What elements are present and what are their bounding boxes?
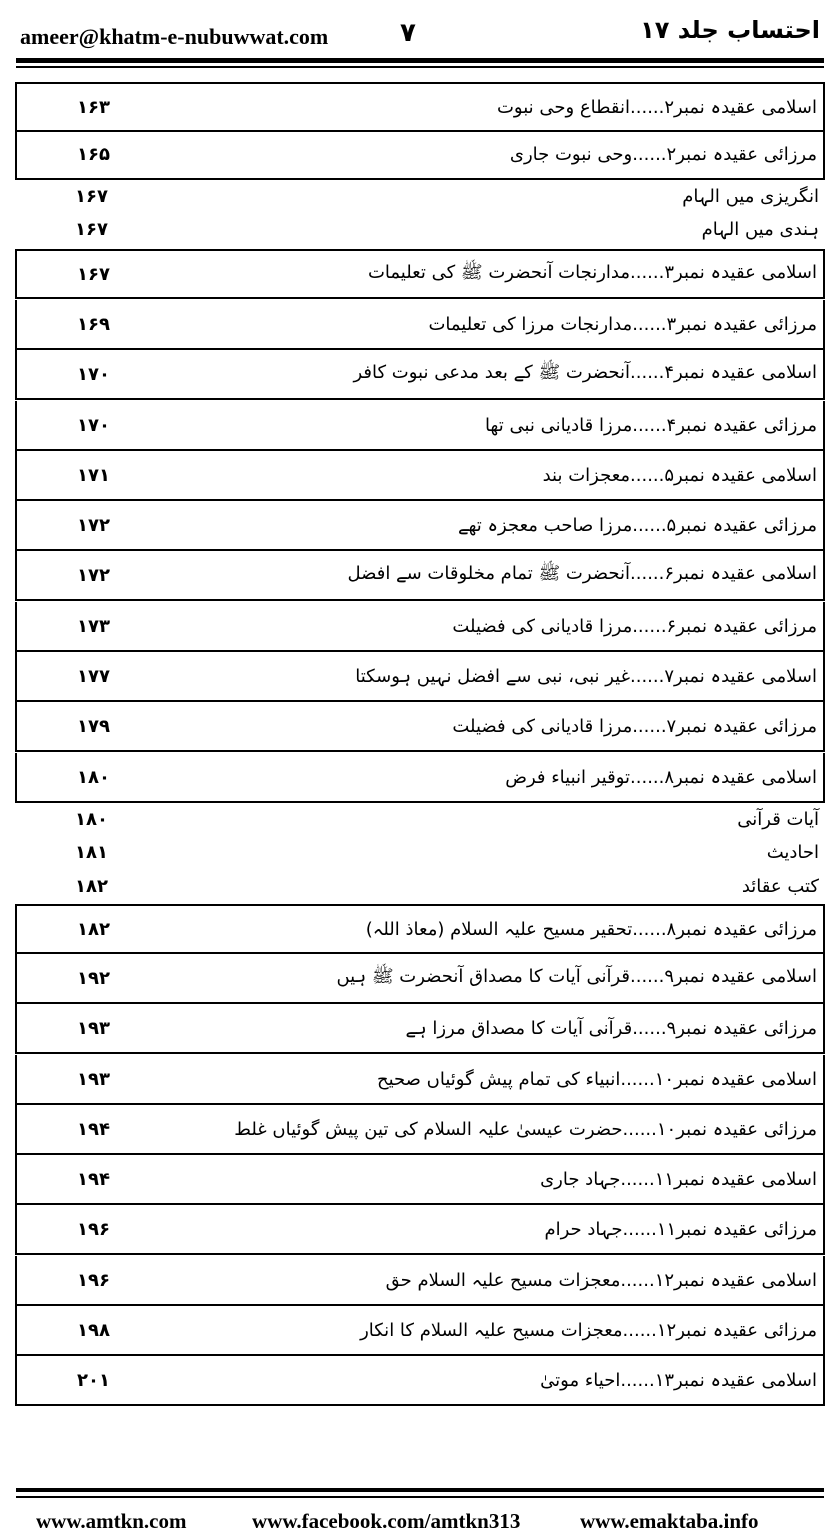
toc-entry-title: اسلامی عقیدہ نمبر۸......توقیر انبیاء فرض [505, 766, 817, 788]
toc-entry[interactable] [15, 1205, 825, 1255]
toc-entry-page: ۱۹۶ [77, 1269, 110, 1291]
page-footer [0, 1495, 840, 1540]
footer-link-emaktaba[interactable]: www.emaktaba.info [580, 1509, 759, 1533]
book-title: احتساب جلد ۱۷ [640, 16, 820, 44]
toc-entry-title: اسلامی عقیدہ نمبر۷......غیر نبی، نبی سے افضل نہیں ہوسکتا [355, 665, 817, 687]
toc-entry-page: ۱۶۹ [77, 313, 110, 335]
toc-entry-page: ۱۹۴ [77, 1118, 110, 1140]
toc-entry-title: اسلامی عقیدہ نمبر۵......معجزات بند [542, 464, 817, 486]
toc-entry[interactable] [15, 803, 825, 836]
toc-entry-page: ۱۹۳ [77, 1068, 110, 1090]
toc-entry-title: اسلامی عقیدہ نمبر۴......آنحضرت ﷺ کے بعد مدعی نبوت کافر [353, 362, 817, 383]
toc-entry[interactable] [15, 1055, 825, 1105]
toc-entry-page: ۱۶۳ [77, 96, 110, 118]
toc-entry[interactable] [15, 652, 825, 702]
toc-entry[interactable] [15, 401, 825, 451]
footer-rule-thick [16, 1488, 824, 1492]
toc-entry-page: ۱۹۸ [77, 1319, 110, 1341]
toc-entry-page: ۱۶۷ [75, 186, 108, 207]
toc-entry-title: مرزائی عقیدہ نمبر۳......مدارنجات مرزا کی تعلیمات [428, 313, 817, 335]
toc-entry-title: آیات قرآنی [737, 809, 819, 830]
toc-entry-page: ۱۸۲ [75, 876, 108, 897]
toc-entry-page: ۱۶۷ [77, 263, 110, 285]
toc-entry[interactable] [15, 249, 825, 299]
toc-entry-title: ہندی میں الہام [701, 219, 819, 240]
toc-entry-page: ۱۷۲ [77, 514, 110, 536]
toc-entry-page: ۱۷۳ [77, 615, 110, 637]
toc-entry-title: اسلامی عقیدہ نمبر۳......مدارنجات آنحضرت ﷺ کی تعلیمات [367, 262, 817, 283]
toc-entry-title: اسلامی عقیدہ نمبر۶......آنحضرت ﷺ تمام مخلوقات سے افضل [347, 563, 817, 584]
toc-entry[interactable] [15, 1306, 825, 1356]
toc-entry[interactable] [15, 836, 825, 869]
toc-entry-title: مرزائی عقیدہ نمبر۱۲......معجزات مسیح علیہ السلام کا انکار [360, 1319, 817, 1341]
toc-entry-title: کتب عقائد [741, 876, 819, 897]
toc-entry-title: اسلامی عقیدہ نمبر۱۱......جہاد جاری [540, 1168, 817, 1190]
toc-entry-title: مرزائی عقیدہ نمبر۵......مرزا صاحب معجزہ تھے [457, 514, 817, 536]
toc-entry-title: اسلامی عقیدہ نمبر۱۰......انبیاء کی تمام پیش گوئیاں صحیح [376, 1068, 817, 1090]
toc-entry-title: اسلامی عقیدہ نمبر۲......انقطاع وحی نبوت [496, 96, 817, 118]
toc-entry[interactable] [15, 1256, 825, 1306]
toc-entry-page: ۱۹۶ [77, 1218, 110, 1240]
toc-entry-title: انگریزی میں الہام [682, 186, 819, 207]
toc-entry[interactable] [15, 300, 825, 350]
toc-entry[interactable] [15, 180, 825, 213]
toc-entry[interactable] [15, 702, 825, 752]
toc-entry-title: مرزائی عقیدہ نمبر۸......تحقیر مسیح علیہ السلام (معاذ اللہ) [365, 918, 817, 940]
toc-entry-page: ۱۹۲ [77, 967, 110, 989]
toc-entry[interactable] [15, 753, 825, 803]
toc-entry-title: مرزائی عقیدہ نمبر۷......مرزا قادیانی کی فضیلت [452, 715, 817, 737]
toc-entry[interactable] [15, 82, 825, 132]
footer-link-amtkn[interactable]: www.amtkn.com [36, 1509, 187, 1533]
toc-entry[interactable] [15, 451, 825, 501]
toc-entry-page: ۱۶۷ [75, 219, 108, 240]
page-number: ۷ [400, 18, 416, 48]
toc-entry-title: مرزائی عقیدہ نمبر۹......قرآنی آیات کا مصداق مرزا ہے [405, 1017, 817, 1039]
toc-entry[interactable] [15, 602, 825, 652]
toc-entry-title: مرزائی عقیدہ نمبر۶......مرزا قادیانی کی فضیلت [452, 615, 817, 637]
toc-entry-title: مرزائی عقیدہ نمبر۱۰......حضرت عیسیٰ علیہ السلام کی تین پیش گوئیاں غلط [234, 1118, 817, 1140]
toc-entry[interactable] [15, 1105, 825, 1155]
toc-entry-title: اسلامی عقیدہ نمبر۱۲......معجزات مسیح علیہ السلام حق [385, 1269, 817, 1291]
toc-entry[interactable] [15, 213, 825, 246]
toc-entry[interactable] [15, 904, 825, 954]
toc-entry-page: ۱۷۰ [77, 363, 110, 385]
header-email[interactable]: ameer@khatm-e-nubuwwat.com [20, 24, 329, 49]
toc-entry[interactable] [15, 954, 825, 1004]
toc-entry-title: اسلامی عقیدہ نمبر۹......قرآنی آیات کا مصداق آنحضرت ﷺ ہیں [336, 966, 817, 987]
toc-entry-page: ۲۰۱ [77, 1369, 110, 1391]
toc-entry-page: ۱۹۳ [77, 1017, 110, 1039]
header-rule-thin [16, 66, 824, 68]
toc-entry-page: ۱۸۱ [75, 842, 108, 863]
toc-entry-page: ۱۸۰ [75, 809, 108, 830]
toc-entry[interactable] [15, 130, 825, 180]
toc-entry-page: ۱۷۷ [77, 665, 110, 687]
toc-entry[interactable] [15, 1155, 825, 1205]
toc-entry-title: احادیث [766, 842, 819, 863]
header-rule-thick [16, 58, 824, 63]
toc-entry-page: ۱۷۱ [77, 464, 110, 486]
toc-entry[interactable] [15, 1356, 825, 1406]
toc-entry-page: ۱۹۴ [77, 1168, 110, 1190]
toc-entry-title: مرزائی عقیدہ نمبر۱۱......جہاد حرام [544, 1218, 817, 1240]
toc-entry[interactable] [15, 870, 825, 903]
toc-entry-page: ۱۶۵ [77, 143, 110, 165]
toc-entry[interactable] [15, 1004, 825, 1054]
toc-entry-page: ۱۸۰ [77, 766, 110, 788]
toc-entry[interactable] [15, 350, 825, 400]
toc-entry-page: ۱۷۰ [77, 414, 110, 436]
toc-entry[interactable] [15, 501, 825, 551]
toc-entry-title: اسلامی عقیدہ نمبر۱۳......احیاء موتیٰ [540, 1369, 817, 1391]
toc-entry-title: مرزائی عقیدہ نمبر۲......وحی نبوت جاری [509, 143, 817, 165]
toc-entry-page: ۱۸۲ [77, 918, 110, 940]
toc-entry-title: مرزائی عقیدہ نمبر۴......مرزا قادیانی نبی تھا [484, 414, 817, 436]
toc-entry-page: ۱۷۲ [77, 564, 110, 586]
toc-entry[interactable] [15, 551, 825, 601]
footer-link-facebook[interactable]: www.facebook.com/amtkn313 [252, 1509, 521, 1533]
toc-entry-page: ۱۷۹ [77, 715, 110, 737]
